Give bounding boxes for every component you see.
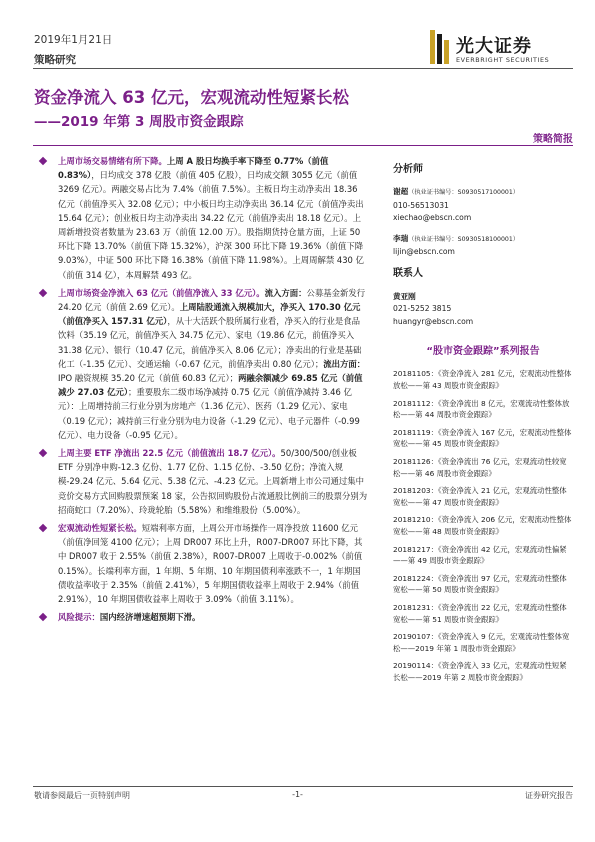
paragraph-etf: 上周主要 ETF 净流出 22.5 亿元（前值流出 18.7 亿元）。50/300/500/创业板 ETF 分别净申购-12.3 亿份、1.77 亿份、1.15 亿份、-3.50 亿份；净流入规模-29.24 亿元、5.64 亿元、5.38 亿元、-4.23 亿元。上周新增上市公司通过集中竞价交易方式回购股票预案 18 家，公告拟回购股份占流通股比例前三的股票分别为招商蛇口（7.20%）、玲珑轮胎（5.58%）和维维股份（5.00%）。 — [40, 446, 368, 517]
analyst-2-name: 李瑞（执业证书编号：S0930518100001） — [393, 233, 519, 243]
analyst-1-name: 谢超（执业证书编号：S0930517100001） — [393, 187, 519, 197]
report-subtitle: ——2019 年第 3 周股市资金跟踪 — [34, 114, 244, 130]
list-item[interactable]: 20181126：《资金净流出 76 亿元，宏观流动性较宽松——第 46 周股市资金跟踪》 — [393, 457, 567, 478]
diamond-bullet-icon — [39, 289, 47, 297]
analyst-1-phone: 010-56513031 — [393, 200, 449, 210]
contact-1-email[interactable]: huangyr@ebscn.com — [393, 316, 474, 326]
page-number: -1- — [292, 790, 303, 799]
list-item[interactable]: 20181112：《资金净流出 8 亿元，宏观流动性整体放松——第 44 周股市资金跟踪》 — [393, 398, 570, 420]
list-item[interactable]: 20181105：《资金净流入 281 亿元，宏观流动性整体放松——第 43 周股市资金跟踪》 — [393, 369, 572, 391]
series-reports-list — [393, 368, 573, 683]
contact-1-name: 黄亚刚 — [393, 291, 416, 301]
analyst-1-email[interactable]: xiechao@ebscn.com — [393, 213, 472, 223]
paragraph-macro-liquidity: 宏观流动性短紧长松。短端利率方面，上周公开市场操作一周净投放 11600 亿元（前值净回笼 4100 亿元）；上周 DR007 环比上升，R007-DR007 环比下降，其中 DR007 收于 2.55%（前值 2.38%），R007-DR007 上周收于-0.002%（前值 0.15%）。长端利率方面，1 年期、5 年期、10 年期国债利率涨跌不一，1 年期国债收益率收于 2.35%（前值 2.41%），5 年期国债收益率上周收于 2.94%（前值 2.91%），10 年期国债收益率上周收于 3.09%（前值 3.11%）。 — [40, 521, 368, 606]
diamond-bullet-icon — [39, 613, 47, 621]
logo-text-cn: 光大证券 — [456, 36, 532, 57]
list-item[interactable]: 20181210：《资金净流入 206 亿元，宏观流动性整体宽松——第 48 周股市资金跟踪》 — [393, 515, 572, 536]
footer-doc-type: 证券研究报告 — [525, 791, 573, 800]
analyst-2-email[interactable]: lijin@ebscn.com — [393, 247, 455, 257]
list-item[interactable]: 20181119：《资金净流入 167 亿元，宏观流动性整体宽松——第 45 周股市资金跟踪》 — [393, 427, 572, 449]
list-item[interactable]: 20190107：《资金净流入 9 亿元，宏观流动性整体宽松——2019 年第 1 周股市资金跟踪》 — [393, 632, 570, 653]
list-item[interactable]: 20181224：《资金净流出 97 亿元，宏观流动性整体宽松——第 50 周股市资金跟踪》 — [393, 573, 567, 595]
analysts-heading: 分析师 — [393, 164, 423, 175]
logo-mark-icon — [428, 30, 450, 64]
logo-text-en: EVERBRIGHT SECURITIES — [456, 56, 550, 64]
title-divider — [33, 145, 573, 146]
paragraph-risk-warning: 风险提示：国内经济增速超预期下滑。 — [40, 610, 368, 624]
report-type-label: 策略简报 — [533, 134, 573, 145]
list-item[interactable]: 20190114：《资金净流入 33 亿元，宏观流动性短紧长松——2019 年第 2 周股市资金跟踪》 — [393, 661, 567, 682]
contact-1-phone: 021-5252 3815 — [393, 304, 452, 314]
list-item[interactable]: 20181231：《资金净流出 22 亿元，宏观流动性整体宽松——第 51 周股市资金跟踪》 — [393, 602, 567, 624]
main-body — [40, 154, 368, 629]
contacts-heading: 联系人 — [393, 268, 423, 280]
list-item[interactable]: 20181217：《资金净流出 42 亿元，宏观流动性偏紧——第 49 周股市资金跟踪》 — [393, 544, 567, 566]
paragraph-fund-flows: 上周市场资金净流入 63 亿元（前值净流入 33 亿元）。流入方面：公募基金新发行 24.20 亿元（前值 2.69 亿元）。上周陆股通流入规模加大，净买入 170.30 亿元（前值净买入 157.31 亿元），从十大活跃个股所属行业看，净买入的行业是食品饮料（35.19 亿元，前值净买入 34.75 亿元）、家电（19.86 亿元，前值净买入 31.38 亿元）、银行（10.47 亿元，前值净买入 8.06 亿元）；净卖出的行业是基础化工（-1.35 亿元）、交通运输（-0.67 亿元，前值净卖出 0.80 亿元）；流出方面：IPO 融资规模 35.20 亿元（前值 60.83 亿元）；两融余额减少 69.85 亿元（前值减少 27.03 亿元）；重要股东二级市场净减持 0.75 亿元（前值净减持 3.46 亿元）：上周增持前三行业分别为房地产（1.36 亿元）、医药（1.29 亿元）、家电（0.19 亿元）；减持前三行业分别为电力设备（-1.29 亿元）、电子元器件（-0.99 亿元）、电力设备（-0.95 亿元）。 — [40, 286, 368, 442]
report-date: 2019年1月21日 — [34, 34, 113, 46]
report-title: 资金净流入 63 亿元，宏观流动性短紧长松 — [34, 88, 349, 107]
list-item[interactable]: 20181203：《资金净流入 21 亿元，宏观流动性整体宽松——第 47 周股市资金跟踪》 — [393, 486, 567, 507]
sidebar — [393, 154, 573, 690]
footer-disclaimer: 敬请参阅最后一页特别声明 — [34, 791, 130, 800]
diamond-bullet-icon — [39, 157, 47, 165]
series-reports-heading: “股市资金跟踪”系列报告 — [426, 346, 540, 358]
paragraph-trading-sentiment: 上周市场交易情绪有所下降。上周 A 股日均换手率下降至 0.77%（前值 0.83%），日均成交 378 亿股（前值 405 亿股），日均成交额 3055 亿元（前值 3269 亿元）。两融交易占比为 7.4%（前值 7.5%）。主板日均主动净卖出 18.36 亿元（前值净买入 32.08 亿元）；中小板日均主动净卖出 36.14 亿元（前值净卖出 15.64 亿元）；创业板日均主动净卖出 34.22 亿元（前值净卖出 18.18 亿元）。上周新增投资者数量为 23.63 万（前值 12.00 万）。股指期货持仓量方面，上证 50 环比下降 13.70%（前值下降 15.32%），沪深 300 环比下降 19.36%（前值下降 9.03%），中证 500 环比下降 16.38%（前值下降 11.98%）。上周周解禁 430 亿（前值 314 亿），本周解禁 493 亿。 — [40, 154, 368, 282]
report-category: 策略研究 — [34, 54, 76, 66]
diamond-bullet-icon — [39, 524, 47, 532]
company-logo — [428, 30, 578, 70]
footer-divider — [33, 786, 573, 787]
diamond-bullet-icon — [39, 449, 47, 457]
